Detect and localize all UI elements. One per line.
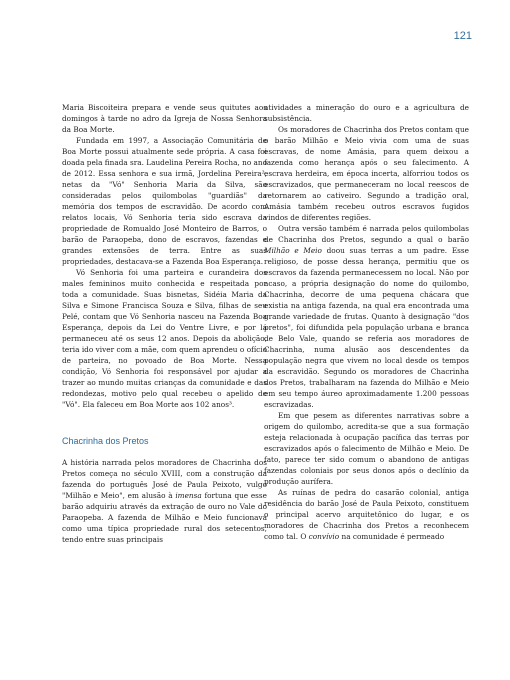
text-run: na comunidade é permeado: [339, 532, 445, 541]
paragraph: [264, 223, 469, 410]
paragraph: atividades a mineração do ouro e a agricultura de subsistência.: [264, 103, 469, 123]
paragraph: Vó Senhoria foi uma parteira e curandeira dos males femininos muito conhecida e respeitada por toda a comunidade. Suas bisnetas, Sidéia Maria da Silva e Simone Francisca Souza e Silva, filhas de seu Pelé, contam que Vó Senhoria nasceu na Fazenda Boa Esperança, depois da Lei do Ventre Livre, e por lá permaneceu até os seus 12 anos. Depois da abolição, teria ido viver com a mãe, com quem aprendeu o ofício de parteira, no povoado de Boa Morte. Nessa condição, Vó Senhoria foi responsável por ajudar a trazer ao mundo muitas crianças da comunidade e das redondezas, motivo pelo qual recebeu o apelido de "Vó". Ela faleceu em Boa Morte aos 102 anos³.: [62, 268, 267, 409]
text-run: doou suas terras a um padre. Esse religioso, de posse dessa herança, permitiu que os escravos da fazenda permanecessem no local. Não por acaso, a própria designação do nome do quilombo, Chacrinha, decorre de uma pequena chácara que existia na antiga fazenda, na qual era encontrada uma grande variedade de frutas. Quanto à designação "dos pretos", foi difundida pela população urbana e branca de Belo Vale, quando se referia aos moradores de Chacrinha, numa alusão aos descendentes da população negra que vivem no local desde os tempos da escravidão. Segundo os moradores de Chacrinha dos Pretos, trabalharam na fazenda do Milhão e Meio em seu tempo áureo aproximadamente 1.200 pessoas escravizadas.: [264, 246, 469, 409]
text-run: As ruínas de pedra do casarão colonial, antiga residência do barão José de Paula Peixoto, constituem o principal acervo arquitetônico do lugar, e os moradores de Chacrinha dos Pretos a reconhecem como tal. O: [264, 488, 469, 541]
italic-text: convívio: [308, 532, 340, 541]
right-column: [264, 102, 469, 542]
paragraph: [62, 457, 267, 545]
paragraph: Os moradores de Chacrinha dos Pretos contam que o barão Milhão e Meio vivia com uma de suas escravas, de nome Amásia, para quem deixou a fazenda como herança após o seu falecimento. A escrava herdeira, em época incerta, alforriou todos os escravizados, que permaneceram no local reescos de retornarem ao cativeiro. Segundo a tradição oral, Amásia também recebeu outros escravos fugidos vindos de diferentes regiões.: [264, 125, 469, 222]
paragraph: [264, 487, 469, 542]
italic-text: imensa: [175, 491, 202, 500]
paragraph: Maria Biscoiteira prepara e vende seus quitutes aos domingos à tarde no adro da Igreja de Nossa Senhora da Boa Morte.: [62, 103, 267, 134]
paragraph: Fundada em 1997, a Associação Comunitária de Boa Morte possui atualmente sede própria. A casa foi doada pela finada sra. Laudelina Pereira Rocha, no ano de 2012. Essa senhora e sua irmã, Jordelina Pereira², netas da "Vó" Senhoria Maria da Silva, são consideradas pelos quilombolas "guardiãs" da memória dos tempos de escravidão. De acordo com relatos locais, Vó Senhoria teria sido escrava da propriedade de Romualdo José Monteiro de Barros, o barão de Paraopeba, dono de escravos, fazendas e grandes extensões de terra. Entre as suas propriedades, destacava-se a Fazenda Boa Esperança.: [62, 136, 267, 266]
page-number: 121: [453, 30, 472, 42]
italic-text: Milhão e Meio: [264, 246, 322, 255]
paragraph: Em que pesem as diferentes narrativas sobre a origem do quilombo, acredita-se que a sua formação esteja relacionada à ocupação pacífica das terras por escravizados após o falecimento de Milhão e Meio. De fato, parece ter sido comum o abandono de antigas fazendas coloniais por seus donos após o declínio da produção aurífera.: [264, 411, 469, 486]
text-run: Outra versão também é narrada pelos quilombolas de Chacrinha dos Pretos, segundo a qual o barão: [264, 224, 469, 244]
left-column: [62, 102, 267, 545]
section-heading: Chacrinha dos Pretos: [62, 436, 149, 446]
text-run: fortuna que esse barão adquiriu através da extração de ouro no Vale do Paraopeba. A fazenda de Milhão e Meio funcionava como uma típica propriedade rural dos setecentos, tendo entre suas principais: [62, 491, 267, 544]
text-run: A história narrada pelos moradores de Chacrinha dos Pretos começa no século XVIII, com a construção da fazenda do português José de Paula Peixoto, vulgo "Milhão e Meio", em alusão à: [62, 458, 267, 500]
